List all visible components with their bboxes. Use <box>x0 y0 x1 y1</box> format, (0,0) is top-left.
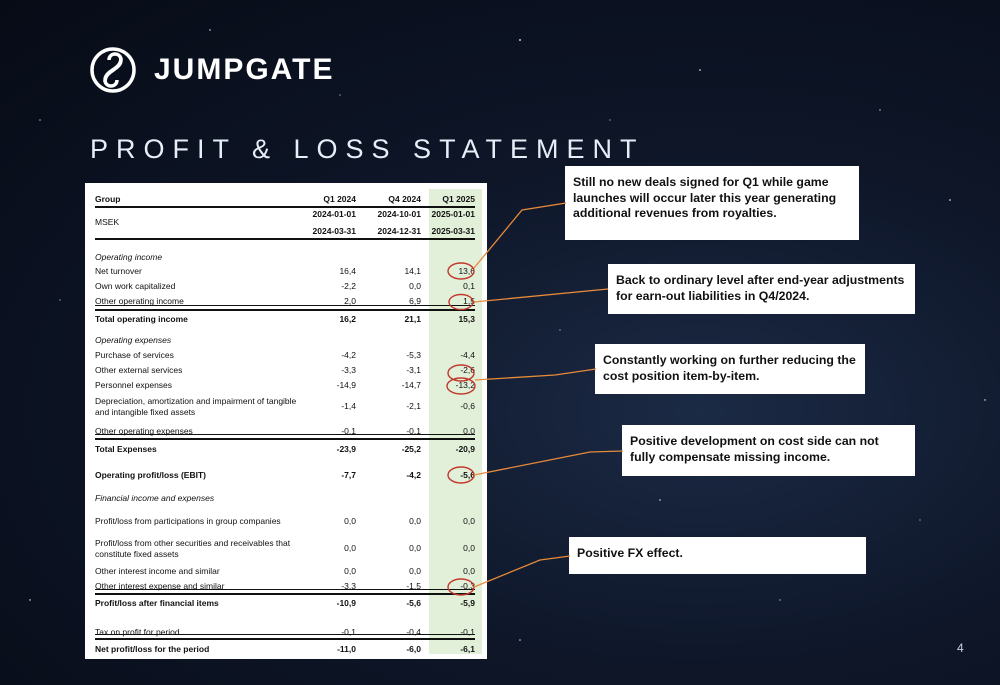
subtotal-rule <box>95 434 475 435</box>
cell-q1-2024: -23,9 <box>336 444 356 454</box>
cell-q1-2024: -2,2 <box>341 281 356 291</box>
cell-q4-2024: -14,7 <box>401 380 421 390</box>
cell-q1-2024: -0,1 <box>341 627 356 637</box>
callout-line-net-turnover <box>474 203 566 268</box>
cell-q1-2024: -10,9 <box>336 598 356 608</box>
annotation-cost-reduction: Constantly working on further reducing the cost position item-by-item. <box>595 344 865 394</box>
cell-q1-2025: -5,9 <box>460 598 475 608</box>
cell-q4-2024: -4,2 <box>406 470 421 480</box>
row-label: Personnel expenses <box>95 380 173 390</box>
total-rule <box>95 593 475 595</box>
period-from-q1-2025: 2025-01-01 <box>431 209 475 219</box>
row-label: Operating expenses <box>95 335 172 345</box>
row-label: Depreciation, amortization and impairment of tangible and intangible fixed assets <box>95 396 297 417</box>
column-header-q1-2024: Q1 2024 <box>323 194 356 204</box>
callout-line-fx-effect <box>474 556 570 587</box>
row-label: Profit/loss after financial items <box>95 598 219 608</box>
period-from-q4-2024: 2024-10-01 <box>377 209 421 219</box>
cell-q1-2024: 16,2 <box>339 314 356 324</box>
cell-q1-2025: 0,0 <box>463 426 475 436</box>
cell-q4-2024: 21,1 <box>404 314 421 324</box>
total-rule <box>95 438 475 440</box>
cell-q4-2024: -5,3 <box>406 350 421 360</box>
cell-q1-2024: -3,3 <box>341 365 356 375</box>
cell-q1-2025: 0,0 <box>463 516 475 526</box>
cell-q4-2024: -2,1 <box>406 401 421 411</box>
period-to-q4-2024: 2024-12-31 <box>377 226 421 236</box>
cell-q1-2025: 0,0 <box>463 543 475 553</box>
cell-q4-2024: -0,1 <box>406 426 421 436</box>
row-label: Total operating income <box>95 314 188 324</box>
header-rule <box>95 206 475 208</box>
page-title: PROFIT & LOSS STATEMENT <box>90 134 645 164</box>
cell-q1-2025: -0,6 <box>460 401 475 411</box>
cell-q1-2024: -4,2 <box>341 350 356 360</box>
cell-q1-2025: -13,2 <box>455 380 475 390</box>
header-bottom-rule <box>95 238 475 240</box>
cell-q4-2024: -5,6 <box>406 598 421 608</box>
cell-q1-2024: 16,4 <box>339 266 356 276</box>
cell-q1-2025: -5,6 <box>460 470 475 480</box>
row-label: Other operating expenses <box>95 426 193 436</box>
cell-q4-2024: 0,0 <box>409 516 421 526</box>
cell-q1-2024: 0,0 <box>344 543 356 553</box>
cell-q4-2024: 0,0 <box>409 281 421 291</box>
jumpgate-logo-icon <box>90 40 136 100</box>
callout-line-other-operating-income <box>474 289 608 302</box>
cell-q1-2025: -6,1 <box>460 644 475 654</box>
row-label: Profit/loss from other securities and receivables that constitute fixed assets <box>95 538 291 559</box>
cell-q4-2024: -25,2 <box>401 444 421 454</box>
column-header-q1-2025: Q1 2025 <box>442 194 475 204</box>
annotation-net-turnover: Still no new deals signed for Q1 while game launches will occur later this year generating additional revenues from royalties. <box>565 166 859 240</box>
cell-q1-2025: -4,4 <box>460 350 475 360</box>
cell-q1-2024: 0,0 <box>344 566 356 576</box>
row-label: Financial income and expenses <box>95 493 215 503</box>
total-rule <box>95 309 475 311</box>
callout-line-cost-reduction <box>475 369 596 380</box>
row-label: Other external services <box>95 365 183 375</box>
cell-q1-2024: -11,0 <box>337 644 356 654</box>
row-label: Own work capitalized <box>95 281 176 291</box>
row-label: Other interest expense and similar <box>95 581 225 591</box>
subtotal-rule <box>95 634 475 635</box>
period-from-q1-2024: 2024-01-01 <box>312 209 356 219</box>
cell-q4-2024: 0,0 <box>409 543 421 553</box>
cell-q1-2025: 13,6 <box>458 266 475 276</box>
cell-q4-2024: 14,1 <box>404 266 421 276</box>
brand-name: JUMPGATE <box>154 53 335 86</box>
cell-q1-2024: 0,0 <box>344 516 356 526</box>
cell-q1-2024: -3,3 <box>341 581 356 591</box>
subtotal-rule <box>95 305 475 306</box>
row-label: Other interest income and similar <box>95 566 220 576</box>
cell-q1-2025: -0,1 <box>460 627 475 637</box>
group-header: Group <box>95 194 121 204</box>
row-label: Profit/loss from participations in group companies <box>95 516 281 526</box>
row-label: Operating profit/loss (EBIT) <box>95 470 206 480</box>
brand-logo <box>90 40 334 100</box>
row-label: Total Expenses <box>95 444 157 454</box>
cell-q1-2025: 15,3 <box>458 314 475 324</box>
cell-q4-2024: 0,0 <box>409 566 421 576</box>
row-label: Other operating income <box>95 296 184 306</box>
cell-q4-2024: -3,1 <box>406 365 421 375</box>
cell-q1-2024: 2,0 <box>344 296 356 306</box>
cell-q4-2024: 6,9 <box>409 296 421 306</box>
cell-q4-2024: -0,4 <box>406 627 421 637</box>
subtotal-rule <box>95 589 475 590</box>
cell-q1-2025: -2,6 <box>460 365 475 375</box>
annotation-other-operating-income: Back to ordinary level after end-year adjustments for earn-out liabilities in Q4/2024. <box>608 264 915 314</box>
cell-q1-2024: -0,1 <box>341 426 356 436</box>
row-label: Tax on profit for period <box>95 627 180 637</box>
period-to-q1-2024: 2024-03-31 <box>312 226 356 236</box>
cell-q1-2024: -7,7 <box>341 470 356 480</box>
page-number: 4 <box>957 641 964 655</box>
row-label: Net profit/loss for the period <box>95 644 210 654</box>
column-header-q4-2024: Q4 2024 <box>388 194 421 204</box>
cell-q4-2024: -6,0 <box>406 644 421 654</box>
callout-line-ebit <box>474 451 623 475</box>
cell-q1-2025: 0,1 <box>463 281 475 291</box>
row-label: Net turnover <box>95 266 142 276</box>
cell-q1-2025: -20,9 <box>455 444 475 454</box>
row-label: Operating income <box>95 252 163 262</box>
total-rule <box>95 638 475 640</box>
cell-q1-2025: 0,0 <box>463 566 475 576</box>
cell-q1-2024: -14,9 <box>336 380 356 390</box>
row-label: Purchase of services <box>95 350 174 360</box>
cell-q1-2025: -0,3 <box>460 581 475 591</box>
unit-label: MSEK <box>95 217 120 227</box>
profit-loss-table <box>85 183 487 659</box>
period-to-q1-2025: 2025-03-31 <box>431 226 475 236</box>
cell-q1-2025: 1,5 <box>463 296 475 306</box>
cell-q1-2024: -1,4 <box>341 401 356 411</box>
annotation-ebit: Positive development on cost side can not fully compensate missing income. <box>622 425 915 476</box>
cell-q4-2024: -1,5 <box>406 581 421 591</box>
annotation-fx-effect: Positive FX effect. <box>569 537 866 574</box>
